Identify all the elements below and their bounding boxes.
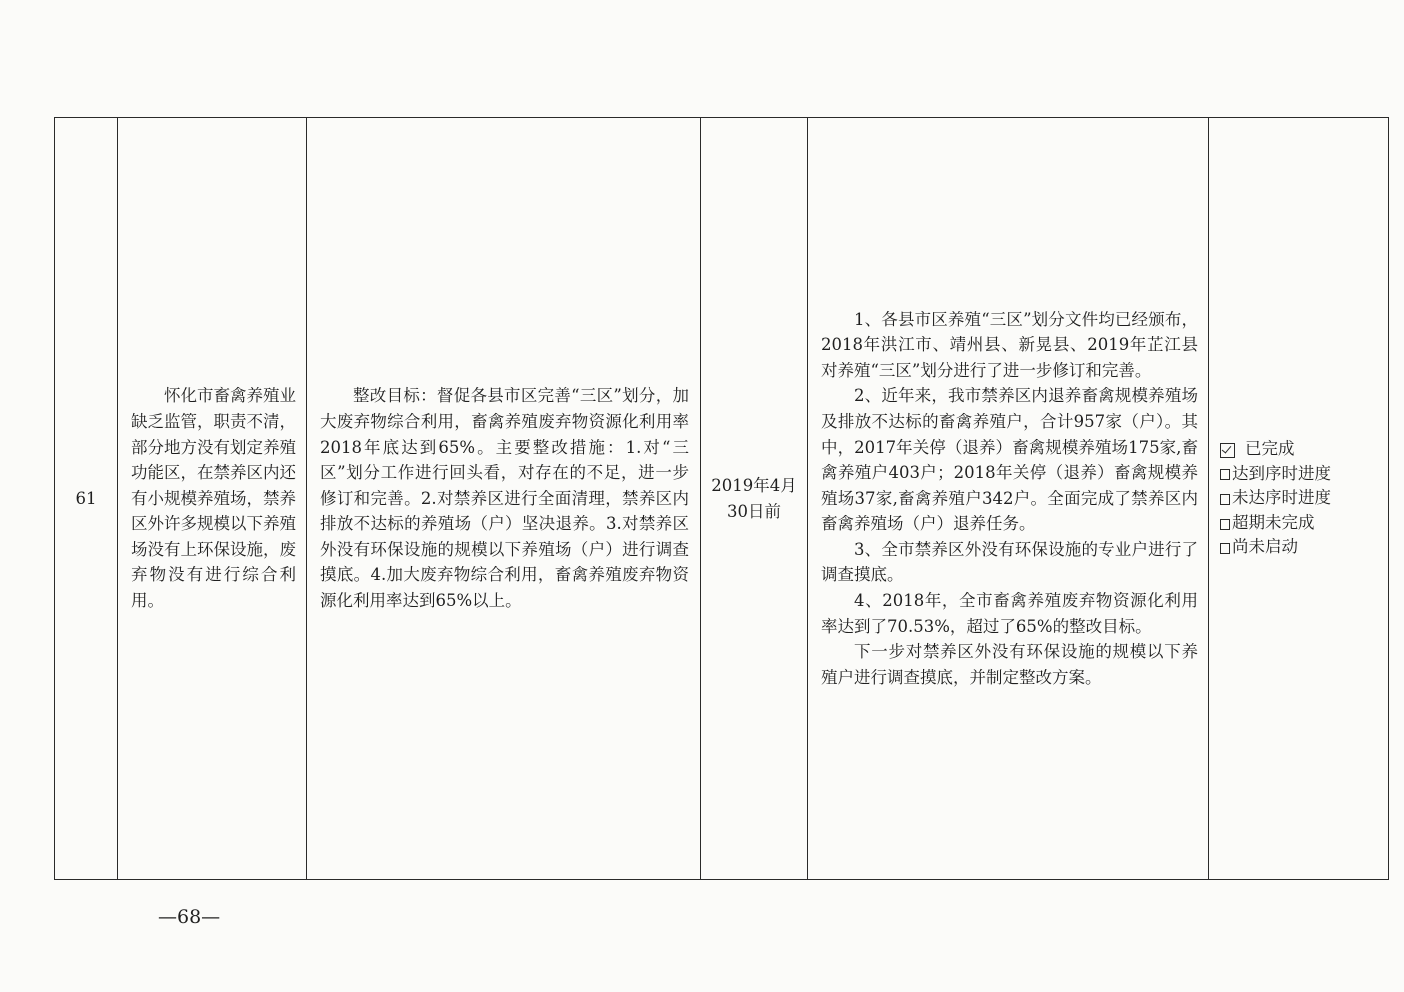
status-option-behind-schedule: [1220, 486, 1388, 511]
deadline-cell: [701, 118, 808, 880]
checkbox-icon: [1220, 469, 1230, 480]
status-label: 未达序时进度: [1232, 488, 1331, 508]
status-option-on-schedule: [1220, 462, 1388, 487]
status-list: [1209, 437, 1388, 560]
issue-cell: [118, 118, 307, 880]
issue-text: 怀化市畜禽养殖业缺乏监管，职责不清，部分地方没有划定养殖功能区，在禁养区内还有小规模养殖场，禁养区外许多规模以下养殖场没有上环保设施，废弃物没有进行综合利用。: [131, 386, 296, 611]
status-label: 尚未启动: [1232, 537, 1298, 557]
deadline-text: 2019年4月30日前: [711, 475, 797, 521]
status-label: 达到序时进度: [1232, 463, 1331, 483]
status-option-overdue: [1220, 511, 1388, 536]
measures-cell: [307, 118, 701, 880]
checkbox-icon: [1220, 494, 1230, 505]
measures-text: 整改目标：督促各县市区完善“三区”划分，加大废弃物综合利用，畜禽养殖废弃物资源化利用率2018年底达到65%。主要整改措施：1.对“三区”划分工作进行回头看，对存在的不足，进一步修订和完善。2.对禁养区进行全面清理，禁养区内排放不达标的养殖场（户）坚决退养。3.对禁养区外没有环保设施的规模以下养殖场（户）进行调查摸底。4.加大废弃物综合利用，畜禽养殖废弃物资源化利用率达到65%以上。: [320, 386, 689, 611]
progress-next-step: 下一步对禁养区外没有环保设施的规模以下养殖户进行调查摸底，并制定整改方案。: [821, 642, 1198, 687]
status-label: 超期未完成: [1232, 512, 1315, 532]
item-number: 61: [75, 488, 97, 508]
status-option-not-started: [1220, 535, 1388, 560]
checkbox-icon: [1220, 543, 1230, 554]
status-option-completed: [1220, 437, 1388, 462]
checkbox-icon: [1220, 519, 1230, 530]
progress-cell: [808, 118, 1209, 880]
table-row: [55, 118, 1389, 880]
progress-item-2: 2、近年来，我市禁养区内退养畜禽规模养殖场及排放不达标的畜禽养殖户，合计957家（户）。其中，2017年关停（退养）畜禽规模养殖场175家,畜禽养殖户403户；2018年关停（退养）畜禽规模养殖场37家,畜禽养殖户342户。全面完成了禁养区内畜禽养殖场（户）退养任务。: [821, 386, 1198, 534]
item-number-cell: [55, 118, 118, 880]
progress-item-4: 4、2018年，全市畜禽养殖废弃物资源化利用率达到了70.53%，超过了65%的整改目标。: [821, 591, 1198, 636]
rectification-table: [54, 117, 1389, 880]
progress-item-3: 3、全市禁养区外没有环保设施的专业户进行了调查摸底。: [821, 539, 1198, 585]
checked-box-icon: [1220, 443, 1235, 458]
status-cell: [1209, 118, 1389, 880]
status-label: 已完成: [1245, 439, 1295, 459]
page-number: —68—: [158, 906, 221, 928]
progress-item-1: 1、各县市区养殖“三区”划分文件均已经颁布，2018年洪江市、靖州县、新晃县、2019年芷江县对养殖“三区”划分进行了进一步修订和完善。: [821, 309, 1198, 380]
